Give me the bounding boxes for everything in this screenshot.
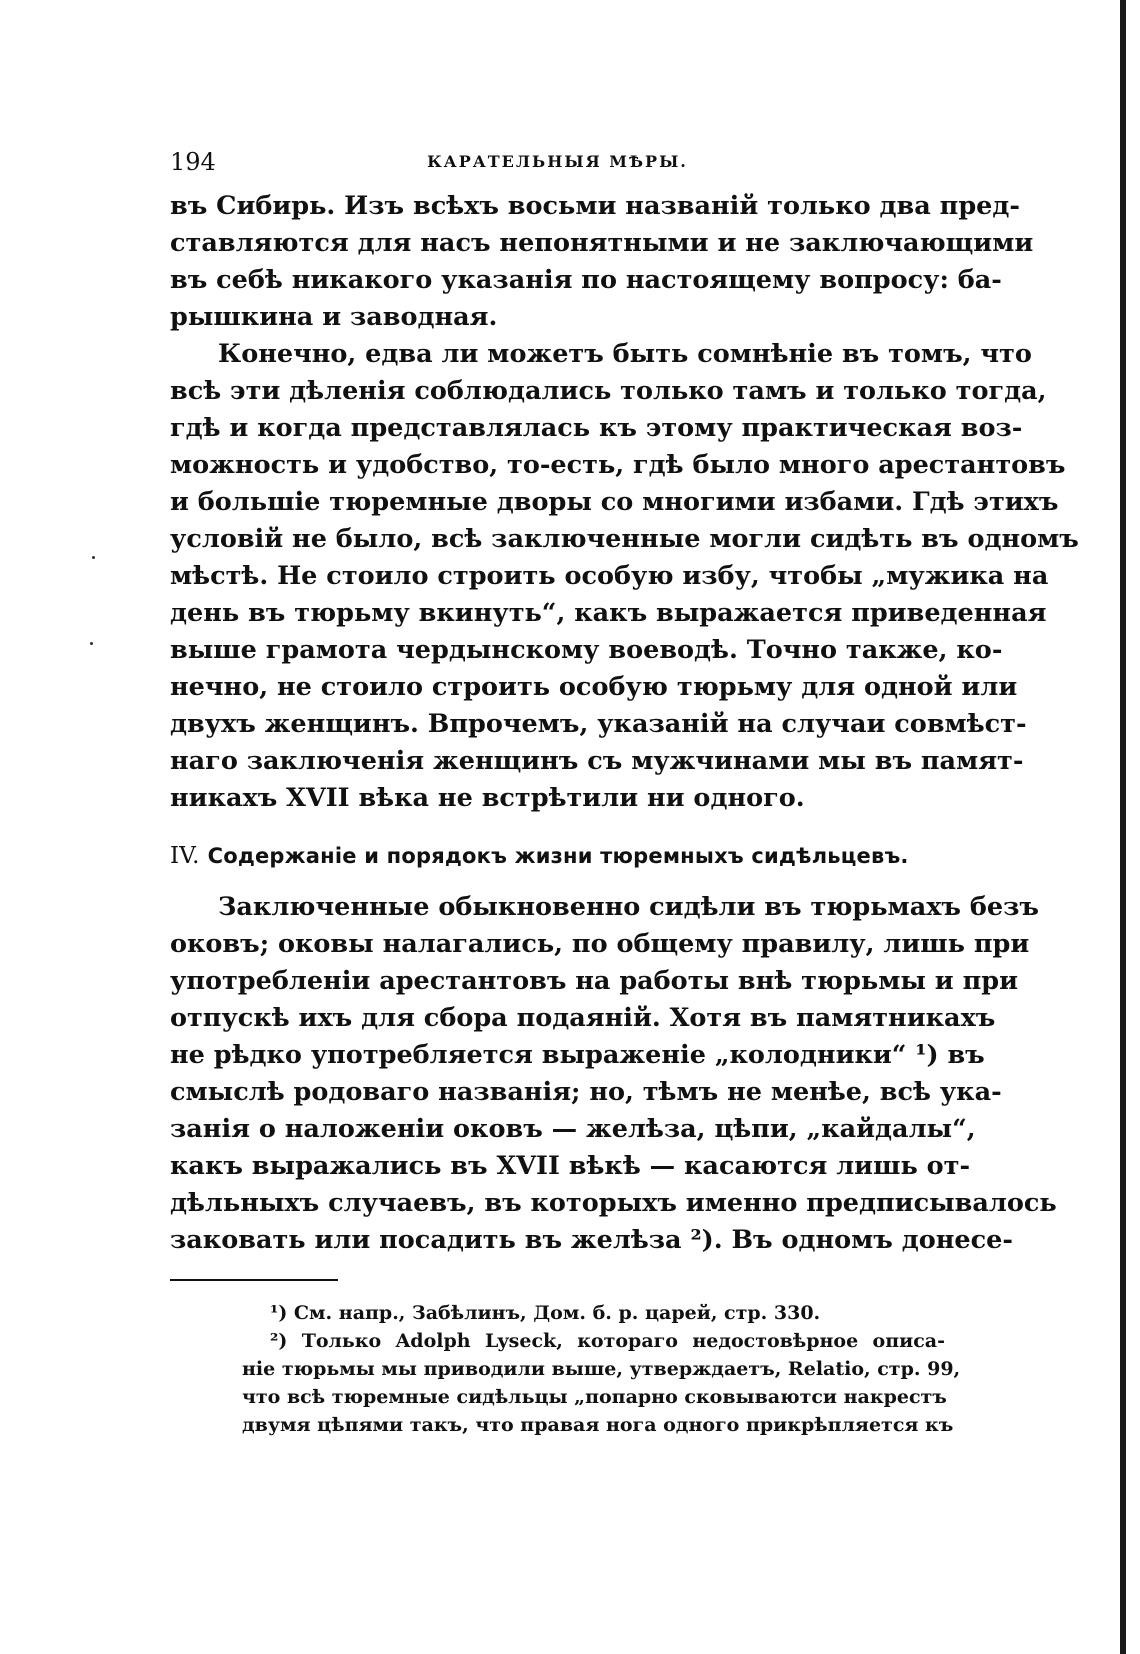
- section-numeral: IV.: [170, 843, 200, 869]
- footnote-1: ¹) См. напр., Забѣлинъ, Дом. б. р. царей, стр. 330.: [270, 1302, 821, 1324]
- section-heading: [170, 841, 945, 871]
- section-title: Содержаніе и порядокъ жизни тюремныхъ сидѣльцевъ.: [207, 844, 909, 868]
- text-line: Конечно, едва ли можетъ быть сомнѣніе въ томъ, что: [218, 339, 1032, 369]
- text-line: занія о наложеніи оковъ — желѣза, цѣпи, „кайдалы“,: [170, 1114, 976, 1144]
- text-line: заковать или посадить въ желѣза ²). Въ одномъ донесе-: [170, 1225, 1013, 1255]
- text-line: двухъ женщинъ. Впрочемъ, указаній на случаи совмѣст-: [170, 709, 1027, 739]
- page-number: 194: [170, 148, 216, 176]
- page-header: [170, 148, 945, 188]
- scan-edge-line: [1120, 0, 1126, 1654]
- text-line: нечно, не стоило строить особую тюрьму для одной или: [170, 672, 1018, 702]
- text-line: наго заключенія женщинъ съ мужчинами мы въ памят-: [170, 746, 1024, 776]
- text-line: всѣ эти дѣленія соблюдались только тамъ и только тогда,: [170, 376, 1047, 406]
- text-line: въ Сибирь. Изъ всѣхъ восьми названій только два пред-: [170, 191, 1020, 221]
- footnote-divider: [170, 1279, 338, 1281]
- text-line: день въ тюрьму вкинуть“, какъ выражается приведенная: [170, 598, 1047, 628]
- footnote-2-line: ніе тюрьмы мы приводили выше, утверждаетъ, Relatio, стр. 99,: [242, 1358, 961, 1380]
- scan-speck: [90, 642, 93, 645]
- text-line: не рѣдко употребляется выраженіе „колодники“ ¹) въ: [170, 1040, 985, 1070]
- paragraph-3: [170, 889, 1057, 1259]
- footnotes: [170, 1299, 961, 1439]
- text-line: оковъ; оковы налагались, по общему правилу, лишь при: [170, 929, 1030, 959]
- footnote-2-line: что всѣ тюремные сидѣльцы „попарно сковываютси накрестъ: [242, 1386, 947, 1408]
- book-page: [170, 148, 1079, 1439]
- text-line: гдѣ и когда представлялась къ этому практическая воз-: [170, 413, 1023, 443]
- text-line: и большіе тюремные дворы со многими избами. Гдѣ этихъ: [170, 487, 1059, 517]
- text-line: рышкина и заводная.: [170, 302, 498, 332]
- text-line: употребленіи арестантовъ на работы внѣ тюрьмы и при: [170, 966, 1018, 996]
- text-line: условій не было, всѣ заключенные могли сидѣть въ одномъ: [170, 524, 1079, 554]
- text-line: отпускѣ ихъ для сбора подаяній. Хотя въ памятникахъ: [170, 1003, 996, 1033]
- text-line: Заключенные обыкновенно сидѣли въ тюрьмахъ безъ: [218, 892, 1039, 922]
- scan-speck: [92, 556, 95, 559]
- running-title: КАРАТЕЛЬНЫЯ МѢРЫ.: [427, 152, 688, 171]
- text-line: какъ выражались въ XVII вѣкѣ — касаются лишь от-: [170, 1151, 971, 1181]
- text-line: дѣльныхъ случаевъ, въ которыхъ именно предписывалось: [170, 1188, 1057, 1218]
- text-line: никахъ XVII вѣка не встрѣтили ни одного.: [170, 783, 805, 813]
- text-line: можность и удобство, то-есть, гдѣ было много арестантовъ: [170, 450, 1066, 480]
- text-line: мѣстѣ. Не стоило строить особую избу, чтобы „мужика на: [170, 561, 1049, 591]
- text-line: ставляются для насъ непонятными и не заключающими: [170, 228, 1034, 258]
- paragraph-1: [170, 188, 1034, 336]
- text-line: смыслѣ родоваго названія; но, тѣмъ не менѣе, всѣ ука-: [170, 1077, 1002, 1107]
- text-line: въ себѣ никакого указанія по настоящему вопросу: ба-: [170, 265, 1002, 295]
- paragraph-2: [170, 336, 1079, 817]
- footnote-2-line: двумя цѣпями такъ, что правая нога одного прикрѣпляется къ: [242, 1414, 954, 1436]
- text-line: выше грамота чердынскому воеводѣ. Точно также, ко-: [170, 635, 1003, 665]
- footnote-2-line: ²) Только Adolph Lyseck, котораго недостовѣрное описа-: [270, 1330, 945, 1352]
